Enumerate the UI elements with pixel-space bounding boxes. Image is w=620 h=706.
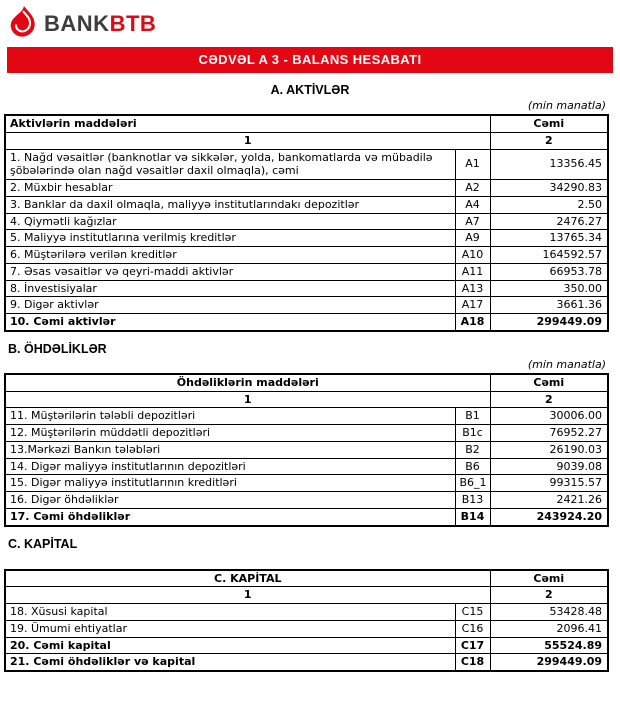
row-code: A13 [455,280,490,297]
table-row [5,654,608,671]
row-code: B2 [455,441,490,458]
row-value: 2.50 [490,196,608,213]
logo-word-bank: BANK [44,11,110,36]
row-value: 350.00 [490,280,608,297]
row-value: 53428.48 [490,604,608,621]
table-row [5,441,608,458]
row-code: B1 [455,408,490,425]
row-label: 16. Digər öhdəliklər [5,492,455,509]
logo-word-btb: BTB [109,11,157,36]
row-label: 6. Müştərilərə verilən kreditlər [5,247,455,264]
row-value: 3661.36 [490,297,608,314]
row-label: 8. İnvestisiyalar [5,280,455,297]
assets-header-total: Cəmi [490,115,608,132]
row-code: C17 [455,637,490,654]
row-code: B6 [455,458,490,475]
row-code: A9 [455,230,490,247]
col-number-1: 1 [5,587,490,604]
table-row [5,425,608,442]
row-label: 14. Digər maliyyə institutlarının depozitləri [5,458,455,475]
section-heading-assets: A. AKTİVLƏR [270,83,350,97]
row-code: A7 [455,213,490,230]
section-heading-capital: C. KAPİTAL [8,536,78,551]
row-code: A4 [455,196,490,213]
row-code: B13 [455,492,490,509]
table-header-row [5,570,608,587]
row-label: 21. Cəmi öhdəliklər və kapital [5,654,455,671]
section-heading-liabilities: B. ÖHDƏLİKLƏR [8,341,107,356]
row-label: 1. Nağd vəsaitlər (banknotlar və sikkələr, yolda, bankomatlarda və mübadilə şöbələrində olan nağd vəsaitlər daxil olmaqla), cəmi [5,149,455,180]
liabilities-header-left: Öhdəliklərin maddələri [5,374,490,391]
capital-header-total: Cəmi [490,570,608,587]
row-value: 76952.27 [490,425,608,442]
row-value: 13765.34 [490,230,608,247]
bank-logo-text [44,13,156,35]
table-row [5,620,608,637]
table-row [5,263,608,280]
row-code: A10 [455,247,490,264]
row-code: C18 [455,654,490,671]
row-value: 9039.08 [490,458,608,475]
row-value: 299449.09 [490,314,608,331]
row-label: 12. Müştərilərin müddətli depozitləri [5,425,455,442]
row-value: 243924.20 [490,508,608,525]
row-label: 17. Cəmi öhdəliklər [5,508,455,525]
row-label: 19. Ümumi ehtiyatlar [5,620,455,637]
table-row [5,180,608,197]
row-code: C15 [455,604,490,621]
row-label: 2. Müxbir hesablar [5,180,455,197]
row-value: 66953.78 [490,263,608,280]
row-label: 13.Mərkəzi Bankın tələbləri [5,441,455,458]
row-code: A11 [455,263,490,280]
row-label: 3. Banklar da daxil olmaqla, maliyyə institutlarındakı depozitlər [5,196,455,213]
row-value: 2421.26 [490,492,608,509]
row-value: 34290.83 [490,180,608,197]
table-row [5,637,608,654]
col-number-1: 1 [5,132,490,149]
table-header-row [5,115,608,132]
row-label: 20. Cəmi kapital [5,637,455,654]
row-value: 99315.57 [490,475,608,492]
table-row [5,280,608,297]
row-code: B14 [455,508,490,525]
row-code: A18 [455,314,490,331]
row-value: 164592.57 [490,247,608,264]
table-row [5,247,608,264]
table-header-row [5,374,608,391]
table-row [5,314,608,331]
table-row [5,508,608,525]
row-value: 2476.27 [490,213,608,230]
assets-table [4,114,609,332]
row-code: B1c [455,425,490,442]
row-label: 11. Müştərilərin tələbli depozitləri [5,408,455,425]
row-label: 10. Cəmi aktivlər [5,314,455,331]
row-code: A1 [455,149,490,180]
row-label: 15. Digər maliyyə institutlarının kreditləri [5,475,455,492]
table-row [5,213,608,230]
flame-icon [9,5,37,43]
col-number-2: 2 [490,132,608,149]
row-value: 26190.03 [490,441,608,458]
capital-table [4,569,609,673]
row-label: 4. Qiymətli kağızlar [5,213,455,230]
report-title-banner: CƏDVƏL A 3 - BALANS HESABATI [7,47,613,73]
spacer [0,553,620,569]
col-number-1: 1 [5,391,490,408]
row-value: 299449.09 [490,654,608,671]
col-number-2: 2 [490,391,608,408]
column-number-row [5,132,608,149]
col-number-2: 2 [490,587,608,604]
column-number-row [5,391,608,408]
liabilities-table [4,373,609,527]
table-row [5,604,608,621]
row-code: C16 [455,620,490,637]
row-value: 13356.45 [490,149,608,180]
row-label: 18. Xüsusi kapital [5,604,455,621]
column-number-row [5,587,608,604]
liabilities-header-total: Cəmi [490,374,608,391]
table-row [5,458,608,475]
table-row [5,297,608,314]
table-row [5,475,608,492]
unit-note-liabilities: (min manatla) [527,357,606,371]
row-value: 2096.41 [490,620,608,637]
row-label: 9. Digər aktivlər [5,297,455,314]
row-label: 5. Maliyyə institutlarına verilmiş kreditlər [5,230,455,247]
table-row [5,149,608,180]
unit-note-assets: (min manatla) [527,99,606,112]
table-row [5,408,608,425]
row-label: 7. Əsas vəsaitlər və qeyri-maddi aktivlər [5,263,455,280]
row-code: A17 [455,297,490,314]
capital-header-left: C. KAPİTAL [5,570,490,587]
row-code: B6_1 [455,475,490,492]
row-value: 55524.89 [490,637,608,654]
bank-logo [0,0,620,42]
table-row [5,492,608,509]
table-row [5,196,608,213]
row-code: A2 [455,180,490,197]
table-row [5,230,608,247]
assets-header-left: Aktivlərin maddələri [5,115,490,132]
row-value: 30006.00 [490,408,608,425]
